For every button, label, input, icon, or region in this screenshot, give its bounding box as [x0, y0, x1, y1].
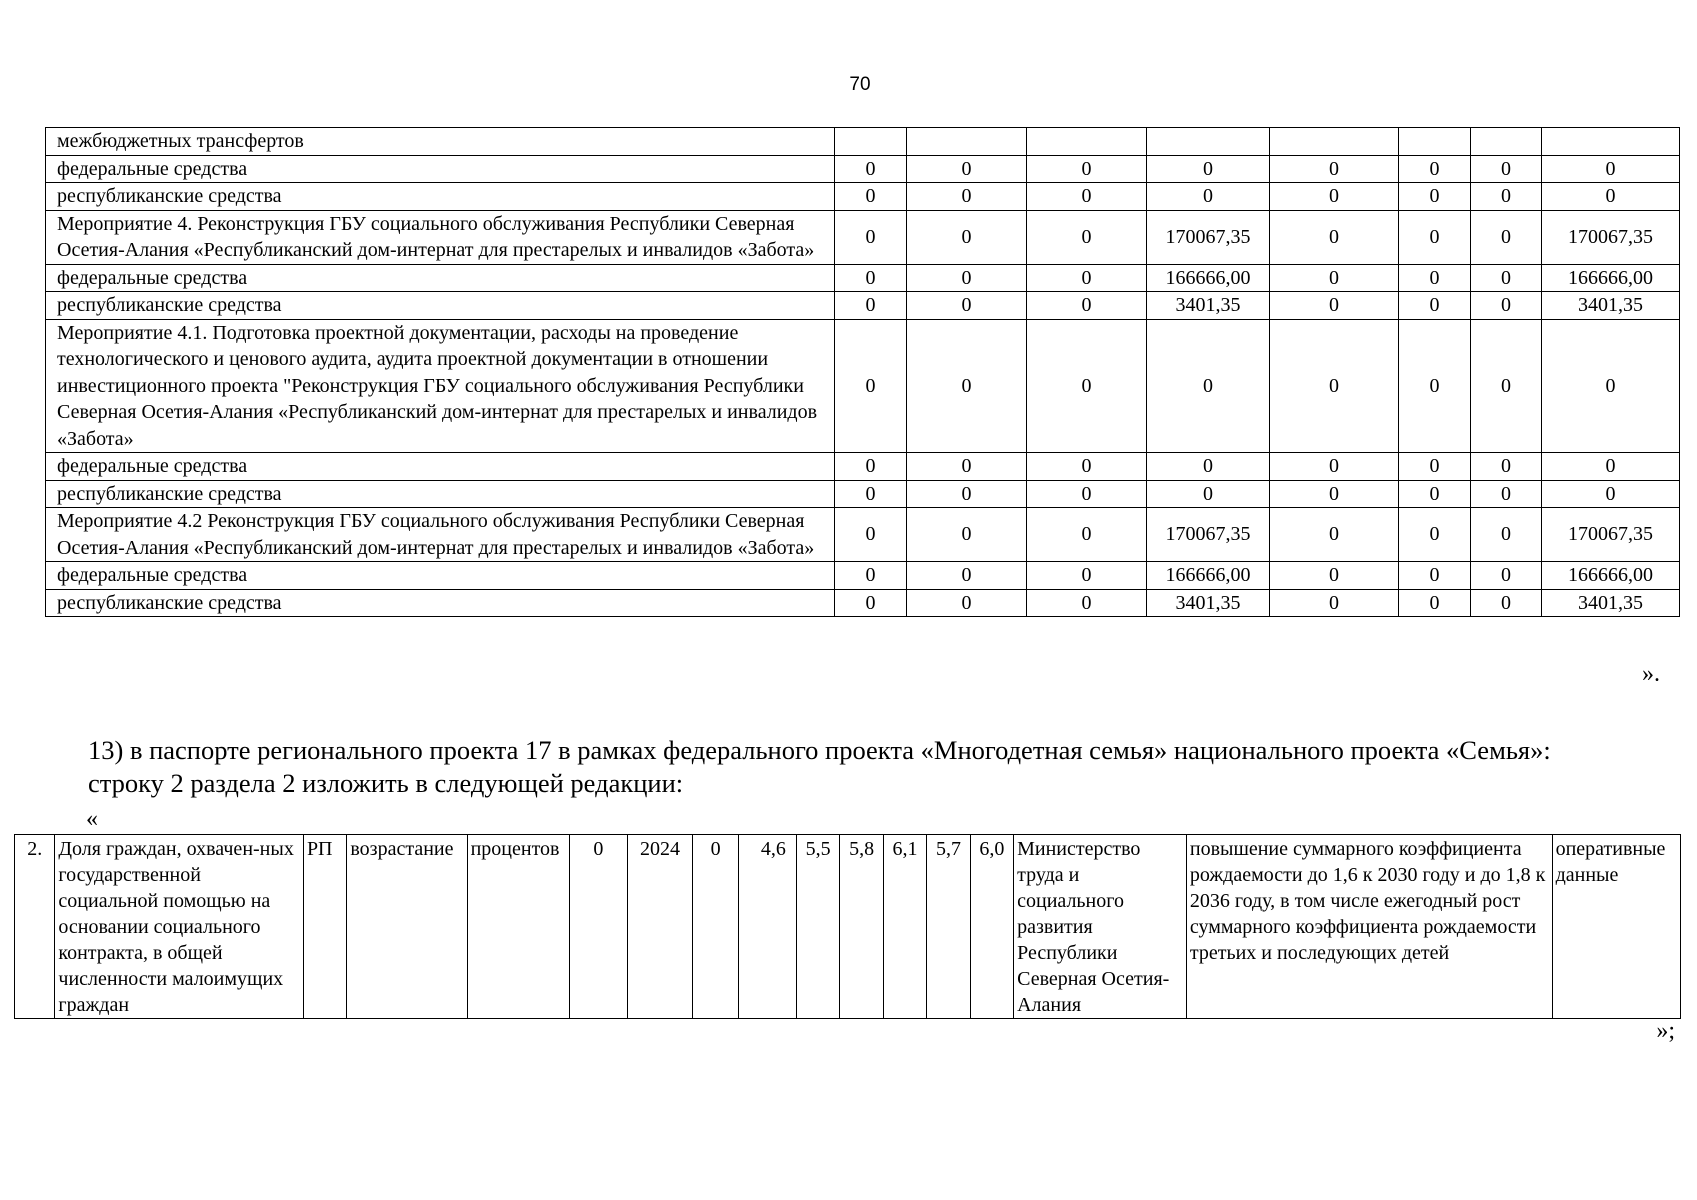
- funding-amount-cell: 0: [1027, 480, 1147, 508]
- indicator-level: РП: [303, 835, 346, 1019]
- indicator-base-value: 0: [569, 835, 628, 1019]
- funding-item-name: межбюджетных трансфертов: [46, 128, 835, 156]
- funding-amount-cell: 170067,35: [1542, 508, 1680, 562]
- funding-amount-cell: 0: [1270, 264, 1399, 292]
- funding-amount-cell: 0: [835, 319, 907, 453]
- funding-amount-cell: 0: [907, 155, 1027, 183]
- funding-amount-cell: 0: [835, 155, 907, 183]
- indicator-direction: возрастание: [347, 835, 467, 1019]
- funding-amount-cell: 0: [1147, 183, 1270, 211]
- funding-amount-cell: 0: [1027, 264, 1147, 292]
- funding-amount-cell: 166666,00: [1147, 264, 1270, 292]
- funding-amount-cell: 0: [1471, 453, 1542, 481]
- funding-amount-cell: 0: [1399, 480, 1471, 508]
- funding-amount-cell: 0: [1471, 480, 1542, 508]
- funding-item-name: республиканские средства: [46, 480, 835, 508]
- funding-amount-cell: 0: [835, 264, 907, 292]
- funding-amount-cell: 0: [1027, 155, 1147, 183]
- indicator-value: 5,5: [796, 835, 839, 1019]
- funding-row: [46, 589, 1680, 617]
- indicator-unit: процентов: [467, 835, 569, 1019]
- funding-amount-cell: 0: [1542, 319, 1680, 453]
- funding-amount-cell: 166666,00: [1147, 562, 1270, 590]
- funding-amount-cell: 166666,00: [1542, 562, 1680, 590]
- funding-row: [46, 319, 1680, 453]
- funding-amount-cell: 0: [907, 480, 1027, 508]
- closing-quote: ».: [1642, 661, 1660, 687]
- funding-row: [46, 264, 1680, 292]
- indicator-goal: повышение суммарного коэффициента рождаемости до 1,6 к 2030 году и до 1,8 к 2036 году, в том числе ежегодный рост суммарного коэффициента рождаемости третьих и последующих детей: [1186, 835, 1552, 1019]
- funding-row: [46, 128, 1680, 156]
- funding-row: [46, 480, 1680, 508]
- funding-amount-cell: 0: [1399, 319, 1471, 453]
- funding-amount-cell: 3401,35: [1147, 589, 1270, 617]
- funding-amount-cell: 0: [1147, 319, 1270, 453]
- funding-amount-cell: 0: [1270, 292, 1399, 320]
- funding-amount-cell: 0: [1471, 210, 1542, 264]
- funding-amount-cell: [1471, 128, 1542, 156]
- funding-amount-cell: 0: [1399, 155, 1471, 183]
- funding-amount-cell: 0: [1471, 155, 1542, 183]
- funding-amount-cell: 0: [907, 292, 1027, 320]
- funding-amount-cell: 0: [1542, 183, 1680, 211]
- opening-quote: «: [86, 806, 98, 832]
- funding-amount-cell: 0: [907, 210, 1027, 264]
- page-number: 70: [849, 74, 871, 95]
- indicator-number: 2.: [15, 835, 55, 1019]
- funding-amount-cell: 0: [1270, 480, 1399, 508]
- funding-amount-cell: 0: [907, 562, 1027, 590]
- funding-amount-cell: 0: [1027, 183, 1147, 211]
- funding-item-name: федеральные средства: [46, 264, 835, 292]
- funding-amount-cell: 0: [1471, 264, 1542, 292]
- amendment-paragraph: [88, 734, 1688, 800]
- funding-amount-cell: 0: [1270, 155, 1399, 183]
- funding-amount-cell: 0: [1399, 589, 1471, 617]
- funding-amount-cell: 0: [907, 319, 1027, 453]
- funding-amount-cell: 0: [1270, 183, 1399, 211]
- indicator-name: Доля граждан, охвачен-ных государственной социальной помощью на основании социального контракта, в общей численности малоимущих граждан: [55, 835, 304, 1019]
- funding-amount-cell: 0: [1399, 292, 1471, 320]
- funding-amount-cell: 0: [1542, 480, 1680, 508]
- funding-row: [46, 453, 1680, 481]
- indicator-value: 4,6: [739, 835, 797, 1019]
- funding-row: [46, 210, 1680, 264]
- funding-amount-cell: 0: [835, 453, 907, 481]
- funding-amount-cell: 0: [1471, 183, 1542, 211]
- funding-amount-cell: 0: [1399, 453, 1471, 481]
- indicator-value: 6,1: [883, 835, 926, 1019]
- funding-amount-cell: 170067,35: [1147, 508, 1270, 562]
- funding-amount-cell: 0: [1027, 210, 1147, 264]
- funding-amount-cell: 0: [1027, 292, 1147, 320]
- funding-row: [46, 508, 1680, 562]
- funding-amount-cell: 0: [907, 264, 1027, 292]
- funding-amount-cell: 0: [1270, 210, 1399, 264]
- funding-amount-cell: 0: [1542, 453, 1680, 481]
- funding-amount-cell: [1027, 128, 1147, 156]
- funding-amount-cell: 0: [1399, 508, 1471, 562]
- indicator-value: 6,0: [970, 835, 1013, 1019]
- funding-amount-cell: 0: [1270, 508, 1399, 562]
- funding-item-name: федеральные средства: [46, 562, 835, 590]
- funding-amount-cell: 0: [1270, 453, 1399, 481]
- funding-amount-cell: [1542, 128, 1680, 156]
- funding-amount-cell: 0: [835, 292, 907, 320]
- funding-amount-cell: 0: [835, 508, 907, 562]
- funding-amount-cell: 3401,35: [1147, 292, 1270, 320]
- indicator-value: 0: [692, 835, 738, 1019]
- funding-amount-cell: 0: [1471, 319, 1542, 453]
- funding-amount-cell: 0: [1471, 292, 1542, 320]
- funding-amount-cell: 0: [835, 210, 907, 264]
- indicator-value: 5,7: [927, 835, 970, 1019]
- funding-amount-cell: 170067,35: [1542, 210, 1680, 264]
- funding-item-name: федеральные средства: [46, 453, 835, 481]
- funding-amount-cell: 0: [1147, 480, 1270, 508]
- funding-amount-cell: [1147, 128, 1270, 156]
- funding-amount-cell: 0: [1027, 319, 1147, 453]
- funding-amount-cell: 0: [907, 589, 1027, 617]
- funding-amount-cell: 0: [1471, 589, 1542, 617]
- funding-amount-cell: 0: [1399, 210, 1471, 264]
- funding-item-name: республиканские средства: [46, 183, 835, 211]
- indicator-data-source: оперативные данные: [1552, 835, 1680, 1019]
- funding-table: [45, 127, 1680, 617]
- funding-item-name: Мероприятие 4. Реконструкция ГБУ социального обслуживания Республики Северная Осетия-Алания «Республиканский дом-интернат для престарелых и инвалидов «Забота»: [46, 210, 835, 264]
- funding-amount-cell: 0: [835, 589, 907, 617]
- paragraph-line-2: строку 2 раздела 2 изложить в следующей редакции:: [88, 768, 684, 798]
- funding-amount-cell: 166666,00: [1542, 264, 1680, 292]
- funding-amount-cell: 0: [1027, 453, 1147, 481]
- funding-item-name: республиканские средства: [46, 292, 835, 320]
- funding-amount-cell: [1399, 128, 1471, 156]
- funding-row: [46, 155, 1680, 183]
- paragraph-line-1: 13) в паспорте регионального проекта 17 в рамках федерального проекта «Многодетная семья» национального проекта «Семья»:: [88, 735, 1551, 765]
- indicator-row: [15, 835, 1681, 1019]
- funding-item-name: Мероприятие 4.1. Подготовка проектной документации, расходы на проведение технологического и ценового аудита, аудита проектной документации в отношении инвестиционного проекта "Реконструкция ГБУ социального обслуживания Республики Северная Осетия-Алания «Республиканский дом-интернат для престарелых и инвалидов «Забота»: [46, 319, 835, 453]
- funding-amount-cell: 0: [835, 183, 907, 211]
- funding-item-name: республиканские средства: [46, 589, 835, 617]
- funding-amount-cell: 3401,35: [1542, 292, 1680, 320]
- funding-item-name: Мероприятие 4.2 Реконструкция ГБУ социального обслуживания Республики Северная Осетия-Алания «Республиканский дом-интернат для престарелых и инвалидов «Забота»: [46, 508, 835, 562]
- funding-amount-cell: 170067,35: [1147, 210, 1270, 264]
- funding-amount-cell: 0: [1027, 589, 1147, 617]
- funding-amount-cell: 0: [1399, 562, 1471, 590]
- indicator-responsible: Министерство труда и социального развития Республики Северная Осетия-Алания: [1014, 835, 1187, 1019]
- funding-item-name: федеральные средства: [46, 155, 835, 183]
- indicator-base-year: 2024: [628, 835, 693, 1019]
- closing-quote: »;: [1656, 1018, 1675, 1044]
- funding-amount-cell: 0: [1027, 562, 1147, 590]
- funding-amount-cell: 0: [1147, 155, 1270, 183]
- funding-amount-cell: 0: [1542, 155, 1680, 183]
- funding-row: [46, 292, 1680, 320]
- funding-amount-cell: [835, 128, 907, 156]
- funding-row: [46, 562, 1680, 590]
- funding-amount-cell: 0: [907, 453, 1027, 481]
- funding-amount-cell: 0: [907, 508, 1027, 562]
- funding-amount-cell: 0: [1027, 508, 1147, 562]
- funding-amount-cell: 0: [1471, 562, 1542, 590]
- funding-row: [46, 183, 1680, 211]
- funding-amount-cell: 0: [1270, 589, 1399, 617]
- funding-amount-cell: 0: [1270, 562, 1399, 590]
- funding-amount-cell: 3401,35: [1542, 589, 1680, 617]
- funding-amount-cell: 0: [1399, 183, 1471, 211]
- funding-amount-cell: 0: [835, 562, 907, 590]
- funding-amount-cell: 0: [1471, 508, 1542, 562]
- funding-amount-cell: 0: [1399, 264, 1471, 292]
- funding-amount-cell: 0: [1270, 319, 1399, 453]
- funding-amount-cell: [1270, 128, 1399, 156]
- indicator-value: 5,8: [840, 835, 883, 1019]
- funding-amount-cell: 0: [835, 480, 907, 508]
- funding-amount-cell: 0: [907, 183, 1027, 211]
- funding-amount-cell: [907, 128, 1027, 156]
- funding-amount-cell: 0: [1147, 453, 1270, 481]
- indicator-table: [14, 834, 1681, 1019]
